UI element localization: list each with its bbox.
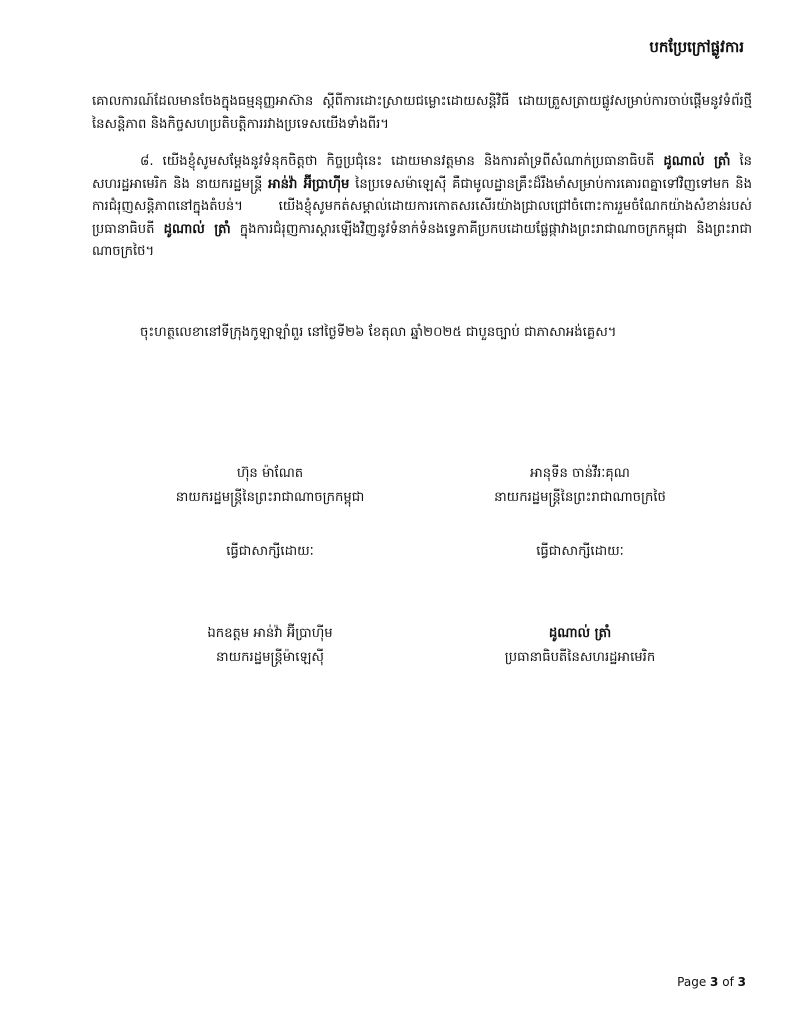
- signatory-title: ប្រធានាធិបតីនៃសហរដ្ឋអាមេរិក: [504, 650, 656, 665]
- signatory-name: អានុទីន ចាន់វីរៈគុណ: [530, 466, 630, 481]
- signatory-title: នាយករដ្ឋមន្ត្រីនៃព្រះរាជាណាចក្រថៃ: [494, 490, 666, 505]
- page-number: [677, 975, 746, 989]
- paragraph-continuation: គោលការណ៍ដែលមានចែងក្នុងធម្មនុញ្ញអាស៊ាន ស្តីពីការដោះស្រាយជម្លោះដោយសន្តិវិធី ដោយត្រួសត្រាយផ្លូវសម្រាប់ការចាប់ផ្តើមនូវទំព័រថ្មីនៃសន្តិភាព និងកិច្ចសហប្រតិបត្តិការរវាងប្រទេសយើងទាំងពីរ។: [92, 94, 752, 132]
- paragraph-8-text-2: នៃសហរដ្ឋអាមេរិក និង នាយករដ្ឋមន្ត្រី: [92, 154, 752, 192]
- signatory-name: ដូណាល់ ត្រាំ: [548, 626, 612, 641]
- paragraph-8-text-4: ក្នុងការជំរុញការស្តារឡើងវិញនូវទំនាក់ទំនងទ្វេភាគីប្រកបដោយផ្លែផ្កាវាងព្រះរាជាណាចក្រកម្ពុជា និងព្រះរាជាណាចក្រថៃ។: [92, 221, 752, 259]
- paragraph-8-text-3: នៃប្រទេសម៉ាឡេស៊ី គឺជាមូលដ្ឋានគ្រឹះដ៏រឹងមាំសម្រាប់ការគោរពគ្នាទៅវិញទៅមក និងការជំរុញសន្តិភាពនៅក្នុងតំបន់។ យើងខ្ញុំសូមកត់សម្គាល់ដោយការកោតសរសើរយ៉ាងជ្រាលជ្រៅចំពោះការរួមចំណែកយ៉ាងសំខាន់របស់ប្រធានាធិបតី: [92, 176, 752, 237]
- signatory-title: នាយករដ្ឋមន្ត្រីនៃព្រះរាជាណាចក្រកម្ពុជា: [175, 490, 365, 505]
- current-page: 3: [710, 975, 719, 989]
- name-donald-trump: ដូណាល់ ត្រាំ: [663, 154, 731, 169]
- signatory-name: ហ៊ុន ម៉ាណែត: [236, 466, 304, 481]
- witness-label-right: [440, 540, 720, 564]
- witness-label-left: [120, 540, 420, 564]
- paragraph-8-text-1: ៨. យើងខ្ញុំសូមសម្តែងនូវទំនុកចិត្តថា កិច្ចប្រជុំនេះ ដោយមានវត្តមាន និងការគាំទ្រពីសំណាក់ប្រធានាធិបតី: [140, 154, 664, 169]
- page-word: Page: [677, 975, 707, 989]
- signatory-name: ឯកឧត្តម អាន់វ៉ា អ៊ីប្រាហ៊ីម: [207, 626, 333, 641]
- signature-block-malaysia: [120, 622, 420, 670]
- document-label: បកប្រែក្រៅផ្លូវការ: [649, 38, 744, 56]
- name-anwar-ibrahim: អាន់វ៉ា អ៊ីប្រាហ៊ីម: [268, 176, 350, 192]
- paragraph-8: [92, 151, 752, 264]
- total-pages: 3: [737, 975, 746, 989]
- of-word: of: [722, 975, 734, 989]
- name-donald-trump-2: ដូណាល់ ត្រាំ: [163, 221, 231, 237]
- witness-label: ធ្វើជាសាក្សីដោយៈ: [226, 544, 314, 559]
- signature-block-thailand: [440, 462, 720, 510]
- signatory-title: នាយករដ្ឋមន្ត្រីម៉ាឡេស៊ី: [216, 650, 324, 665]
- signing-statement: ចុះហត្ថលេខានៅទីក្រុងកូឡាឡាំពួរ នៅថ្ងៃទី២៦ ខែតុលា ឆ្នាំ២០២៥ ជាបួនច្បាប់ ជាភាសាអង់គ្លេស។: [140, 325, 617, 340]
- signature-block-usa: [440, 622, 720, 670]
- witness-label: ធ្វើជាសាក្សីដោយៈ: [536, 544, 624, 559]
- signature-block-cambodia: [120, 462, 420, 510]
